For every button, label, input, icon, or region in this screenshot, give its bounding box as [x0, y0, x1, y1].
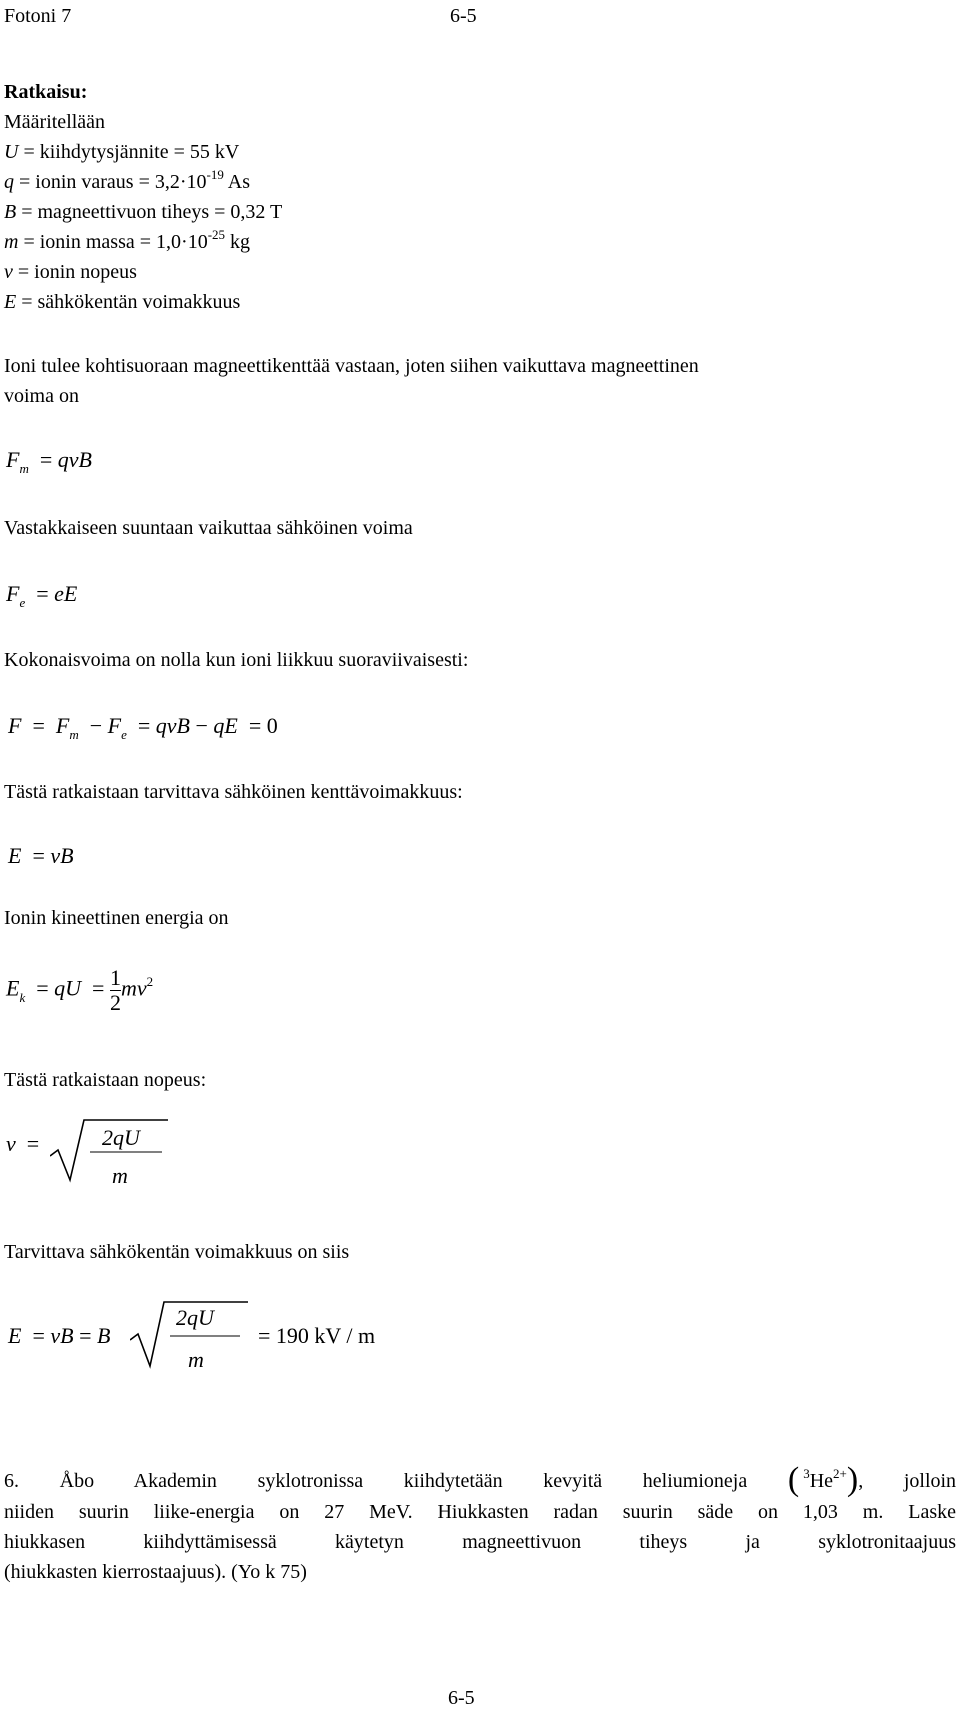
- paragraph-2: Vastakkaiseen suuntaan vaikuttaa sähköinen voima: [4, 517, 413, 539]
- result-value: = 190 kV / m: [258, 1323, 376, 1348]
- equation-electric-force: $F_e$ = eE: [6, 581, 78, 610]
- equation-kinetic-energy: $E_k$ = qU = $\frac{1}{2}$ $mv^2$: [6, 965, 154, 1016]
- def-efield: E = sähkökentän voimakkuus: [4, 291, 241, 313]
- def-mass: m = ionin massa = $1,0\cdot 10^{-25}$ kg: [4, 227, 251, 253]
- problem-line-3: hiukkasen kiihdyttämisessä käytetyn magneettivuon tiheys ja syklotronitaajuus: [4, 1531, 956, 1553]
- problem-line-4: (hiukkasten kierrostaajuus). (Yo k 75): [4, 1561, 307, 1583]
- solution-title: Ratkaisu:: [4, 81, 88, 103]
- equation-field: E = vB: [8, 843, 74, 868]
- def-charge: q = ionin varaus = $3,2\cdot 10^{-19}$ As: [4, 167, 251, 193]
- problem-line-2: niiden suurin liike-energia on 27 MeV. Hiukkasten radan suurin säde on 1,03 m. Laske: [4, 1501, 956, 1523]
- equation-velocity: v = 2qU m: [6, 1128, 39, 1156]
- footer-page-number: 6-5: [448, 1687, 475, 1709]
- define-label: Määritellään: [4, 111, 106, 133]
- equation-result: E = vB = B 2qU m = 190 kV / m: [8, 1322, 110, 1350]
- paragraph-1b: voima on: [4, 385, 79, 407]
- paragraph-1: Ioni tulee kohtisuoraan magneettikenttää vastaan, joten siihen vaikuttava magneettinen: [4, 355, 699, 377]
- paragraph-7: Tarvittava sähkökentän voimakkuus on siis: [4, 1241, 350, 1263]
- paragraph-3: Kokonaisvoima on nolla kun ioni liikkuu suoraviivaisesti:: [4, 649, 469, 671]
- paragraph-4: Tästä ratkaistaan tarvittava sähköinen kenttävoimakkuus:: [4, 781, 463, 803]
- equation-total-force: $F = F_m - F_e$ = qvB − qE = 0: [8, 713, 278, 742]
- def-field: B = magneettivuon tiheys = 0,32 T: [4, 201, 283, 223]
- paragraph-6: Tästä ratkaistaan nopeus:: [4, 1069, 207, 1091]
- problem-line-1: 6. Åbo Akademin syklotronissa kiihdytetään kevyitä heliumioneja ( $^3He^{2+}$), jolloin: [4, 1461, 957, 1498]
- header-page-number: 6-5: [450, 5, 477, 27]
- header-title: Fotoni 7: [4, 5, 72, 27]
- def-velocity: v = ionin nopeus: [4, 261, 137, 283]
- paragraph-5: Ionin kineettinen energia on: [4, 907, 229, 929]
- equation-magnetic-force: $F_m$ = qvB: [6, 447, 92, 476]
- def-voltage: U = kiihdytysjännite = 55 kV: [4, 141, 240, 163]
